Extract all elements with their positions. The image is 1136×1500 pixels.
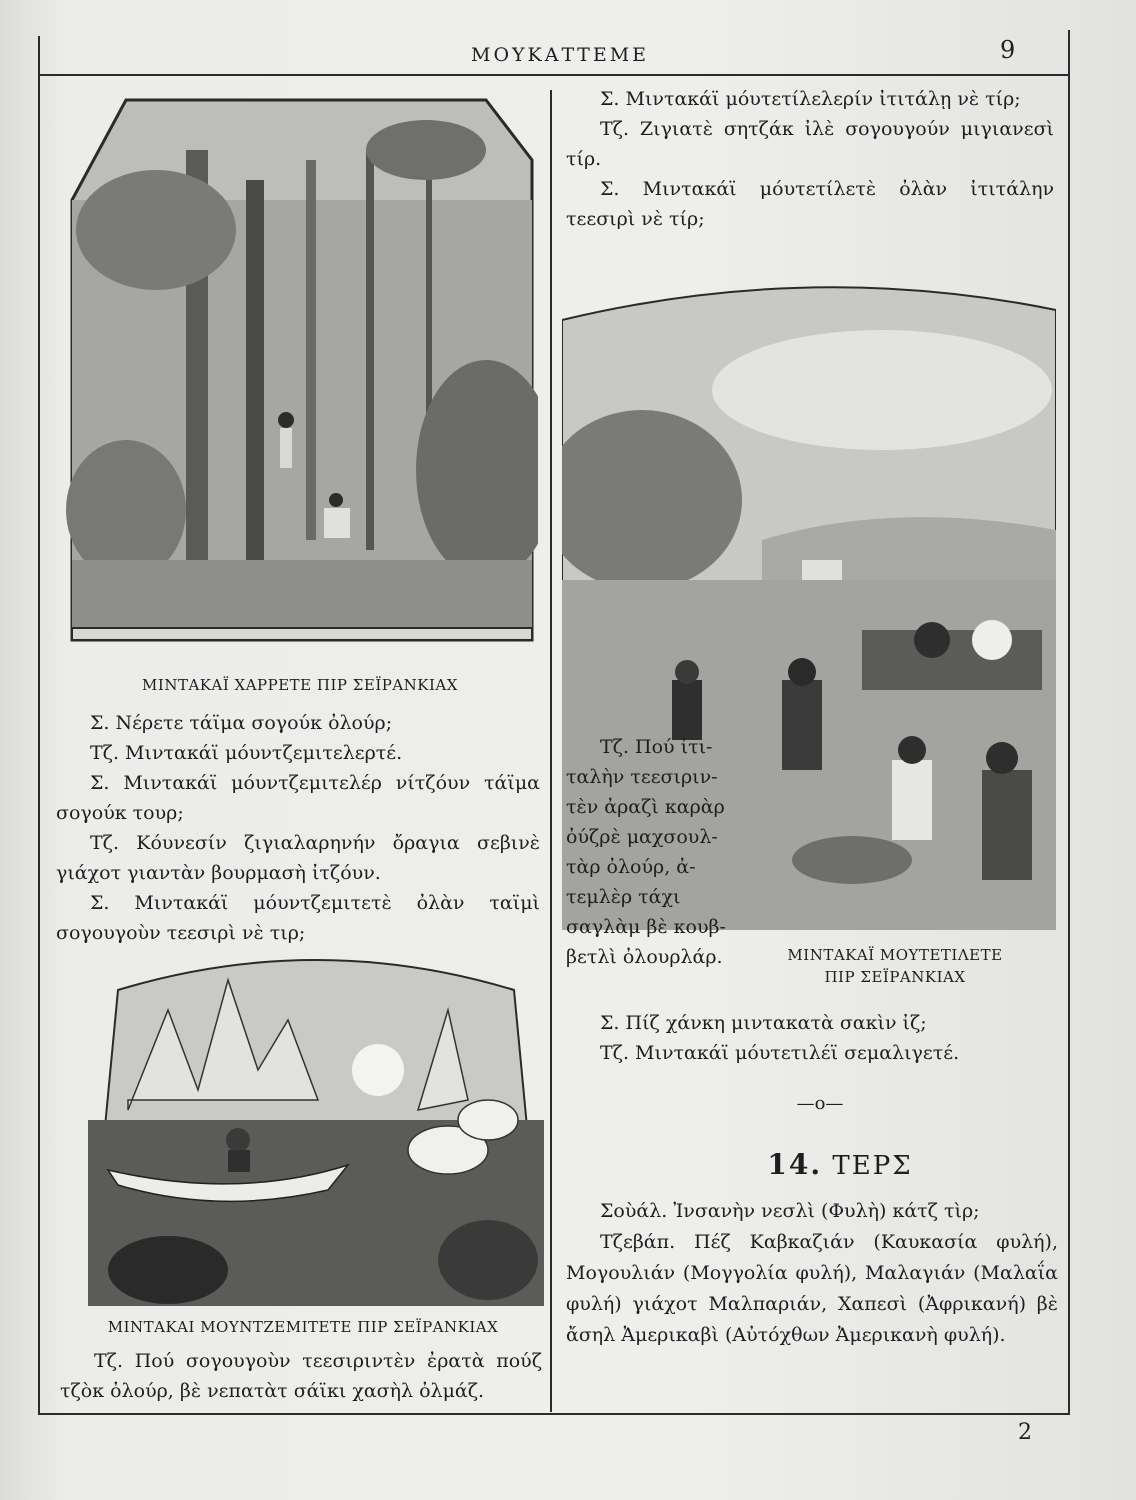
text-line: τὰρ ὀλούρ, ἀ- xyxy=(566,856,696,878)
paragraph: Σ. Μιντακάϊ μόυντζεμιτετὲ ὀλὰν ταϊμὶ σογουγοὺν τεεσιρὶ νὲ τιρ; xyxy=(56,892,540,944)
page-frame-bottom-rule xyxy=(38,1413,1070,1415)
section-divider-mark: —ο— xyxy=(796,1093,844,1114)
column-divider xyxy=(550,90,552,1412)
paragraph: Σ. Μιντακάϊ μόυτετίλελερίν ἰτιτάλῃ νὲ τίρ; xyxy=(600,88,1021,110)
text-line: ὀύζρὲ μαχσουλ- xyxy=(566,826,718,848)
caption-line: ΠΙΡ ΣΕΪΡΑΝΚΙΑΧ xyxy=(824,968,966,986)
jungle-illustration-caption: ΜΙΝΤΑΚΑΪ ΧΑΡΡΕΤΕ ΠΙΡ ΣΕΪΡΑΝΚΙΑΧ xyxy=(142,676,458,694)
paragraph: Σ. Μιντακάϊ μόυτετίλετὲ ὀλὰν ἰτιτάλην τεεσιρὶ νὲ τίρ; xyxy=(566,178,1054,230)
paragraph: Σοὺάλ. Ἰνσανὴν νεσλὶ (Φυλὴ) κάτζ τὶρ; xyxy=(600,1200,980,1222)
text-line: τὲν ἀραζὶ καρὰρ xyxy=(566,796,725,818)
text-line: τεμλὲρ τάχι xyxy=(566,886,681,908)
right-column-wrapped-text xyxy=(566,732,746,972)
lesson-title: ΤΕΡΣ xyxy=(832,1151,913,1181)
left-column-dialogue xyxy=(56,708,540,948)
arctic-illustration xyxy=(88,950,544,1306)
jungle-illustration xyxy=(66,90,538,650)
running-header-title: ΜΟΥΚΑΤΤΕΜΕ xyxy=(470,44,650,66)
paragraph: Τζ. Μιντακάϊ μόυντζεμιτελερτέ. xyxy=(90,742,403,764)
paragraph: Τζ. Ζιγιατὲ σητζάκ ἰλὲ σογουγούν μιγιανεσὶ τίρ. xyxy=(566,118,1054,170)
page-number: 9 xyxy=(1000,36,1016,64)
text-line: βετλὶ ὀλουρλάρ. xyxy=(566,946,723,968)
harvest-illustration-caption xyxy=(770,944,1020,988)
paragraph: Τζεβάπ. Πέζ Καβκαζιάν (Καυκασία φυλή), Μογουλιάν (Μογγολία φυλή), Μαλαγιάν (Μαλαΐα φυλή) γιάχοτ Μαλπαριάν, Χαπεσὶ (Ἀφρικανή) βὲ ἄσηλ Ἀμερικαβὶ (Αὐτόχθων Ἀμερικανὴ φυλή). xyxy=(566,1231,1058,1346)
header-rule xyxy=(40,74,1070,76)
page-frame-right-rule xyxy=(1068,30,1070,1414)
text-line: ταλὴν τεεσιριν- xyxy=(566,766,718,788)
paragraph: Τζ. Κόυνεσίν ζιγιαλαρηνήν ὄραγια σεβινὲ γιάχοτ γιαντὰν βουρμασὴ ἰτζόυν. xyxy=(56,832,540,884)
signature-mark: 2 xyxy=(1018,1420,1032,1445)
paragraph: Σ. Νέρετε τάϊμα σογούκ ὀλούρ; xyxy=(90,712,393,734)
left-column-closing xyxy=(60,1346,542,1406)
right-column-dialogue-top xyxy=(566,84,1054,234)
text-line: σαγλὰμ βὲ κουβ- xyxy=(566,916,726,938)
arctic-illustration-caption: ΜΙΝΤΑΚΑΙ ΜΟΥΝΤΖΕΜΙΤΕΤΕ ΠΙΡ ΣΕΪΡΑΝΚΙΑΧ xyxy=(107,1318,499,1336)
lesson-text xyxy=(566,1196,1058,1351)
caption-line: ΜΙΝΤΑΚΑΪ ΜΟΥΤΕΤΙΛΕΤΕ xyxy=(787,946,1003,964)
right-column-dialogue-mid xyxy=(566,1008,1054,1068)
paragraph: Τζ. Μιντακάϊ μόυτετιλέϊ σεμαλιγετέ. xyxy=(600,1042,960,1064)
paragraph: Τζ. Πού σογουγοὺν τεεσιριντὲν ἐρατὰ πούζ τζὸκ ὀλούρ, βὲ νεπατὰτ σάϊκι χασὴλ ὀλμάζ. xyxy=(60,1350,542,1402)
page-frame-left-rule xyxy=(38,36,40,1414)
paragraph: Σ. Μιντακάϊ μόυντζεμιτελέρ νίτζόυν τάϊμα σογούκ τουρ; xyxy=(56,772,540,824)
paragraph: Σ. Πίζ χάνκη μιντακατὰ σακὶν ἰζ; xyxy=(600,1012,927,1034)
text-line: Τζ. Πού ἰτι- xyxy=(600,736,713,758)
lesson-heading xyxy=(720,1148,960,1181)
lesson-number: 14. xyxy=(767,1148,823,1181)
